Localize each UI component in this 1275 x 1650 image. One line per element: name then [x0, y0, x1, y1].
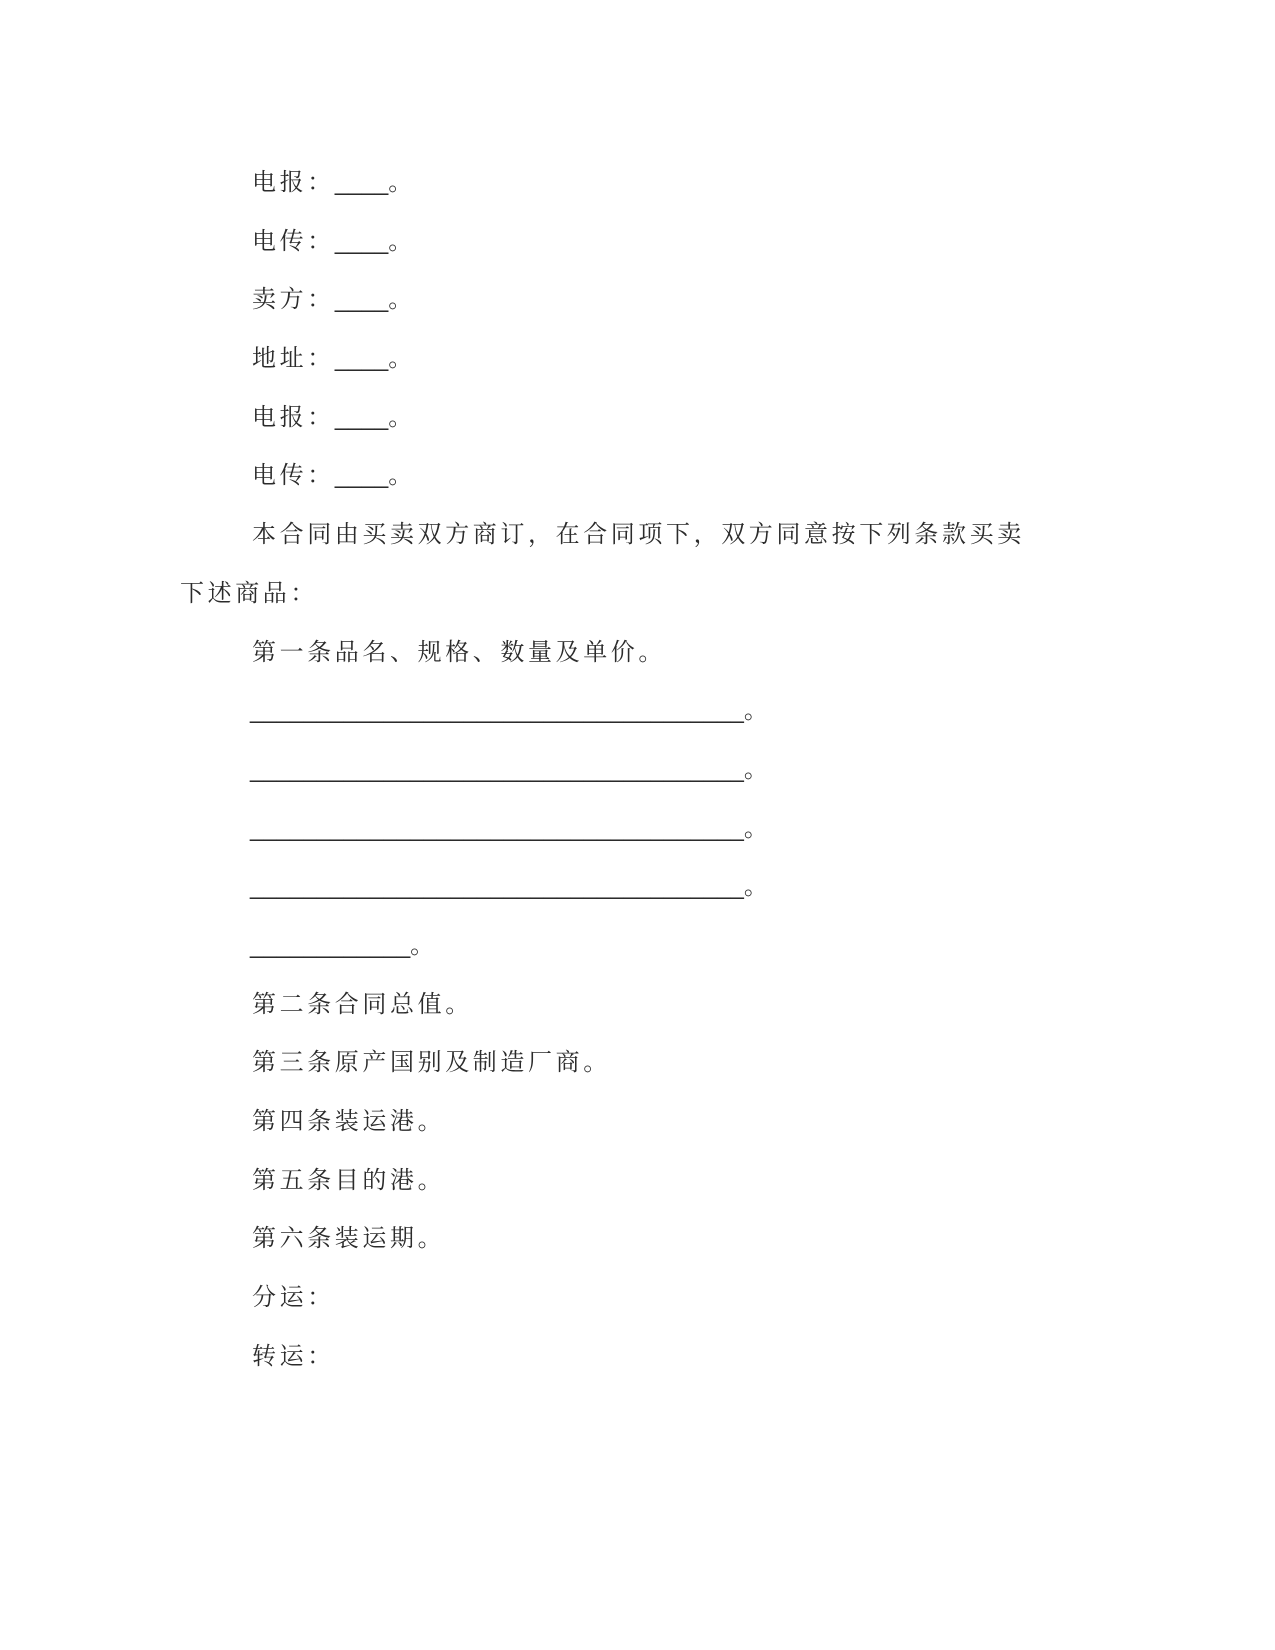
blank-field: ____	[334, 169, 389, 196]
period-mark: 。	[388, 461, 416, 490]
article-1-blank-line	[250, 799, 1275, 858]
article-1-blank-line	[250, 857, 1275, 916]
period-mark: 。	[388, 402, 416, 431]
period-mark: 。	[388, 285, 416, 314]
article-3-heading: 第三条原产国别及制造厂商。	[252, 1048, 611, 1077]
article-4-heading: 第四条装运港。	[252, 1107, 446, 1135]
field-label: 地址：	[252, 344, 335, 373]
article-1-blank-line	[250, 740, 1275, 799]
blank-field: _____________________________________	[250, 755, 744, 783]
buyer-telex-line	[252, 212, 1275, 271]
period-mark: 。	[388, 168, 416, 196]
seller-line	[252, 270, 1275, 329]
contract-intro-line-1: 本合同由买卖双方商订，在合同项下，双方同意按下列条款买卖	[252, 520, 1025, 549]
blank-field: ____________	[250, 931, 411, 959]
partial-shipment-line: 分运：	[252, 1283, 335, 1312]
field-label: 电报：	[252, 168, 335, 196]
period-mark: 。	[743, 754, 772, 783]
seller-address-line	[252, 329, 1275, 388]
period-mark: 。	[743, 813, 772, 842]
article-6-heading: 第六条装运期。	[252, 1224, 446, 1253]
blank-field: ____	[334, 345, 389, 373]
blank-field: ____	[334, 227, 389, 255]
field-label: 电报：	[252, 402, 335, 431]
field-label: 电传：	[252, 226, 335, 255]
seller-telegram-line	[252, 388, 1275, 447]
blank-field: ____	[334, 286, 389, 314]
article-1-short-blank-line	[250, 916, 1275, 975]
period-mark: 。	[388, 344, 416, 373]
period-mark: 。	[410, 930, 438, 959]
article-1-heading: 第一条品名、规格、数量及单价。	[252, 637, 666, 666]
blank-field: _____________________________________	[250, 697, 744, 725]
blank-field: ____	[334, 403, 389, 431]
article-5-heading: 第五条目的港。	[252, 1165, 446, 1194]
period-mark: 。	[743, 696, 772, 725]
transshipment-line: 转运：	[252, 1341, 335, 1370]
seller-telex-line	[252, 446, 1275, 505]
contract-intro-line-2: 下述商品：	[180, 578, 318, 607]
buyer-telegram-line	[252, 153, 1275, 212]
article-2-heading: 第二条合同总值。	[252, 989, 473, 1018]
field-label: 卖方：	[252, 285, 335, 314]
field-label: 电传：	[252, 461, 335, 490]
period-mark: 。	[388, 226, 416, 255]
blank-field: _____________________________________	[250, 814, 744, 842]
article-1-blank-line	[250, 681, 1275, 740]
blank-field: ____	[334, 462, 389, 490]
period-mark: 。	[743, 872, 772, 901]
blank-field: _____________________________________	[250, 873, 744, 901]
